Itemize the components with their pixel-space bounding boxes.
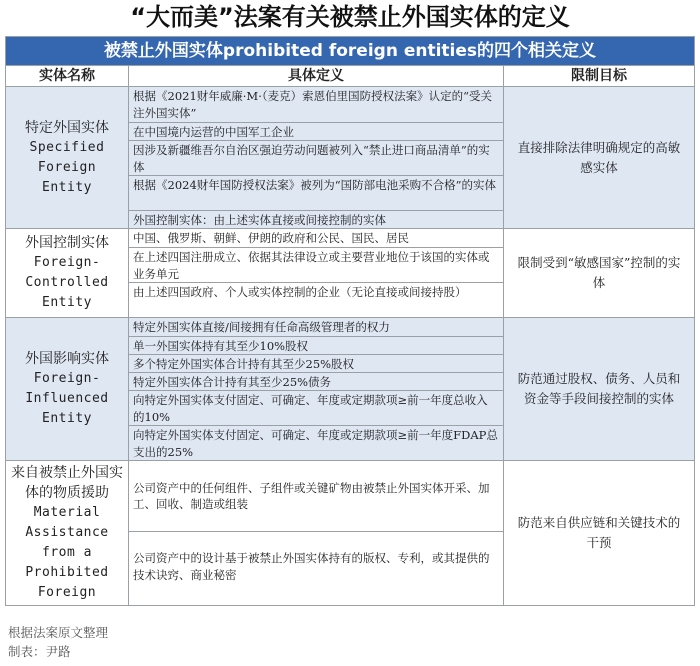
goal-cell: 限制受到“敏感国家”控制的实体 (503, 229, 694, 317)
goal-cell: 防范通过股权、债务、人员和资金等手段间接控制的实体 (503, 318, 694, 460)
page-title: “大而美”法案有关被禁止外国实体的定义 (130, 3, 570, 31)
entity-name-cn: 外国控制实体 (25, 235, 109, 251)
entity-name-cell (6, 461, 128, 605)
table-banner: 被禁止外国实体prohibited foreign entities的四个相关定义 (6, 37, 694, 65)
source-note: 根据法案原文整理 (8, 625, 109, 640)
definition-item: 向特定外国实体支付固定、可确定、年度或定期款项≥前一年度总收入的10% (129, 390, 503, 425)
definition-item: 根据《2021财年威廉·M·（麦克）索恩伯里国防授权法案》认定的“受关注外国实体” (133, 89, 492, 120)
goal-cell: 防范来自供应链和关键技术的干预 (503, 461, 694, 605)
entity-name-cn: 特定外国实体 (25, 119, 109, 136)
definition-item: 在中国境内运营的中国军工企业 (129, 122, 503, 140)
goal-cell: 直接排除法律明确规定的高敏感实体 (503, 87, 694, 228)
definition-list (128, 87, 503, 228)
entity-name-en: Influenced (25, 391, 109, 406)
definition-item: 特定外国实体直接/间接拥有任命高级管理者的权力 (133, 320, 390, 334)
definition-item: 中国、俄罗斯、朝鲜、伊朗的政府和公民、国民、居民 (133, 231, 409, 245)
definitions-table (5, 36, 695, 606)
header-entity-name: 实体名称 (39, 68, 95, 84)
entity-name-en: Foreign- (33, 371, 101, 386)
entity-name-en: Entity (42, 295, 92, 310)
entity-name-en: Entity (42, 179, 92, 195)
definition-list (128, 229, 503, 317)
author-note: 制表：尹路 (8, 644, 71, 659)
entity-name-en: from a (42, 545, 92, 560)
table-row (6, 86, 694, 228)
entity-name-cn: 外国影响实体 (25, 351, 109, 367)
table-row (6, 317, 694, 460)
header-goal: 限制目标 (503, 66, 694, 86)
definition-list (128, 318, 503, 460)
table-row (6, 228, 694, 317)
entity-name-en: Specified (29, 139, 105, 155)
definition-item: 外国控制实体：由上述实体直接或间接控制的实体 (129, 210, 503, 228)
definition-item: 单一外国实体持有其至少10%股权 (129, 336, 503, 354)
entity-name-en: Foreign- (33, 255, 101, 270)
entity-name-cell (6, 318, 128, 460)
definition-item: 向特定外国实体支付固定、可确定、年度或定期款项≥前一年度FDAP总支出的25% (129, 425, 503, 460)
entity-name-en: Material (33, 505, 101, 520)
entity-name-en: Prohibited (25, 565, 109, 580)
entity-name-en: Foreign (37, 585, 97, 600)
definition-list (128, 461, 503, 605)
definition-item: 因涉及新疆维吾尔自治区强迫劳动问题被列入“禁止进口商品清单”的实体 (129, 140, 503, 175)
entity-name-cn: 来自被禁止外国实体的物质援助 (11, 465, 123, 501)
entity-name-en: Entity (42, 411, 92, 426)
table-footer (8, 623, 108, 661)
entity-name-en: Assistance (25, 525, 109, 540)
entity-name-en: Controlled (25, 275, 109, 290)
entity-name-cell (6, 229, 128, 317)
table-header-row (6, 65, 694, 86)
definition-item: 多个特定外国实体合计持有其至少25%股权 (129, 354, 503, 372)
definition-item: 由上述四国政府、个人或实体控制的企业（无论直接或间接持股） (129, 282, 503, 317)
definition-item: 特定外国实体合计持有其至少25%债务 (129, 372, 503, 390)
definition-item: 根据《2024财年国防授权法案》被列为“国防部电池采购不合格”的实体 (129, 175, 503, 210)
definition-item: 公司资产中的任何组件、子组件或关键矿物由被禁止外国实体开采、加工、回收、制造或组装 (133, 480, 490, 511)
definition-item: 在上述四国注册成立、依据其法律设立或主要营业地位于该国的实体或业务单元 (129, 247, 503, 282)
table-row (6, 460, 694, 605)
entity-name-en: Foreign (37, 159, 97, 175)
header-definition: 具体定义 (128, 66, 503, 86)
definition-item: 公司资产中的设计基于被禁止外国实体持有的版权、专利，或其提供的技术诀窍、商业秘密 (129, 531, 503, 601)
entity-name-cell (6, 87, 128, 228)
